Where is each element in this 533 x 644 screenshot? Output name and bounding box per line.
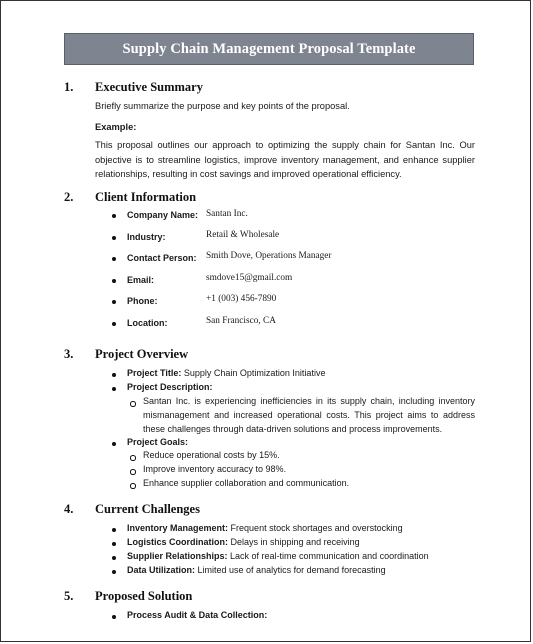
bullet-icon [112, 442, 116, 446]
circle-bullet-icon [130, 401, 136, 407]
client-value-email: smdove15@gmail.com [206, 273, 293, 283]
client-value-location: San Francisco, CA [206, 316, 276, 326]
client-label-contact: Contact Person: [127, 253, 197, 263]
circle-bullet-icon [130, 483, 136, 489]
section-heading-client-information: 2. Client Information [64, 190, 197, 204]
client-value-contact: Smith Dove, Operations Manager [206, 251, 332, 261]
example-label: Example: [95, 122, 137, 132]
client-label-email: Email: [127, 275, 155, 285]
challenge-item: Inventory Management: Frequent stock shortages and overstocking [127, 523, 403, 533]
section-heading-project-overview: 3. Project Overview [64, 347, 189, 361]
bullet-icon [112, 236, 116, 240]
bullet-icon [112, 556, 116, 560]
client-value-company: Santan Inc. [206, 209, 248, 219]
challenge-item: Data Utilization: Limited use of analytics for demand forecasting [127, 565, 386, 575]
project-goals-label: Project Goals: [127, 437, 189, 447]
client-label-phone: Phone: [127, 296, 158, 306]
document-title: Supply Chain Management Proposal Template [122, 40, 416, 57]
bullet-icon [112, 279, 116, 283]
goal-item: Reduce operational costs by 15%. [143, 450, 280, 460]
project-description-text: Santan Inc. is experiencing inefficiencies in its supply chain, including inventory mismanagement and increased operational costs. This project aims to address these challenges through data-driven solutions and process improvements. [143, 396, 475, 434]
title-banner [64, 33, 474, 65]
bullet-icon [112, 570, 116, 574]
example-text: This proposal outlines our approach to optimizing the supply chain for Santan Inc. Our objective is to streamline logistics, improve inventory management, and enhance supplier relationships, resulting in cost savings and improved operational efficiency. [95, 140, 475, 179]
client-label-industry: Industry: [127, 232, 166, 242]
project-title-line: Project Title: Supply Chain Optimization Initiative [127, 368, 326, 378]
client-label-company: Company Name: [127, 210, 199, 220]
client-value-industry: Retail & Wholesale [206, 230, 280, 240]
section-heading-current-challenges: 4. Current Challenges [64, 502, 200, 516]
circle-bullet-icon [130, 469, 136, 475]
section-heading-proposed-solution: 5. Proposed Solution [64, 589, 193, 603]
bullet-icon [112, 528, 116, 532]
bullet-icon [112, 615, 116, 619]
bullet-icon [112, 387, 116, 391]
bullet-icon [112, 300, 116, 304]
bullet-icon [112, 542, 116, 546]
bullet-icon [112, 373, 116, 377]
challenge-item: Logistics Coordination: Delays in shipping and receiving [127, 537, 360, 547]
bullet-icon [112, 322, 116, 326]
goal-item: Enhance supplier collaboration and communication. [143, 478, 350, 488]
section-heading-executive-summary: 1. Executive Summary [64, 80, 203, 94]
challenge-item: Supplier Relationships: Lack of real-time communication and coordination [127, 551, 429, 561]
solution-item: Process Audit & Data Collection: [127, 610, 268, 620]
circle-bullet-icon [130, 455, 136, 461]
bullet-icon [112, 257, 116, 261]
goal-item: Improve inventory accuracy to 98%. [143, 464, 287, 474]
client-label-location: Location: [127, 318, 168, 328]
client-value-phone: +1 (003) 456-7890 [206, 294, 277, 304]
bullet-icon [112, 214, 116, 218]
executive-summary-intro: Briefly summarize the purpose and key points of the proposal. [95, 101, 350, 111]
project-description-label: Project Description: [127, 382, 213, 392]
